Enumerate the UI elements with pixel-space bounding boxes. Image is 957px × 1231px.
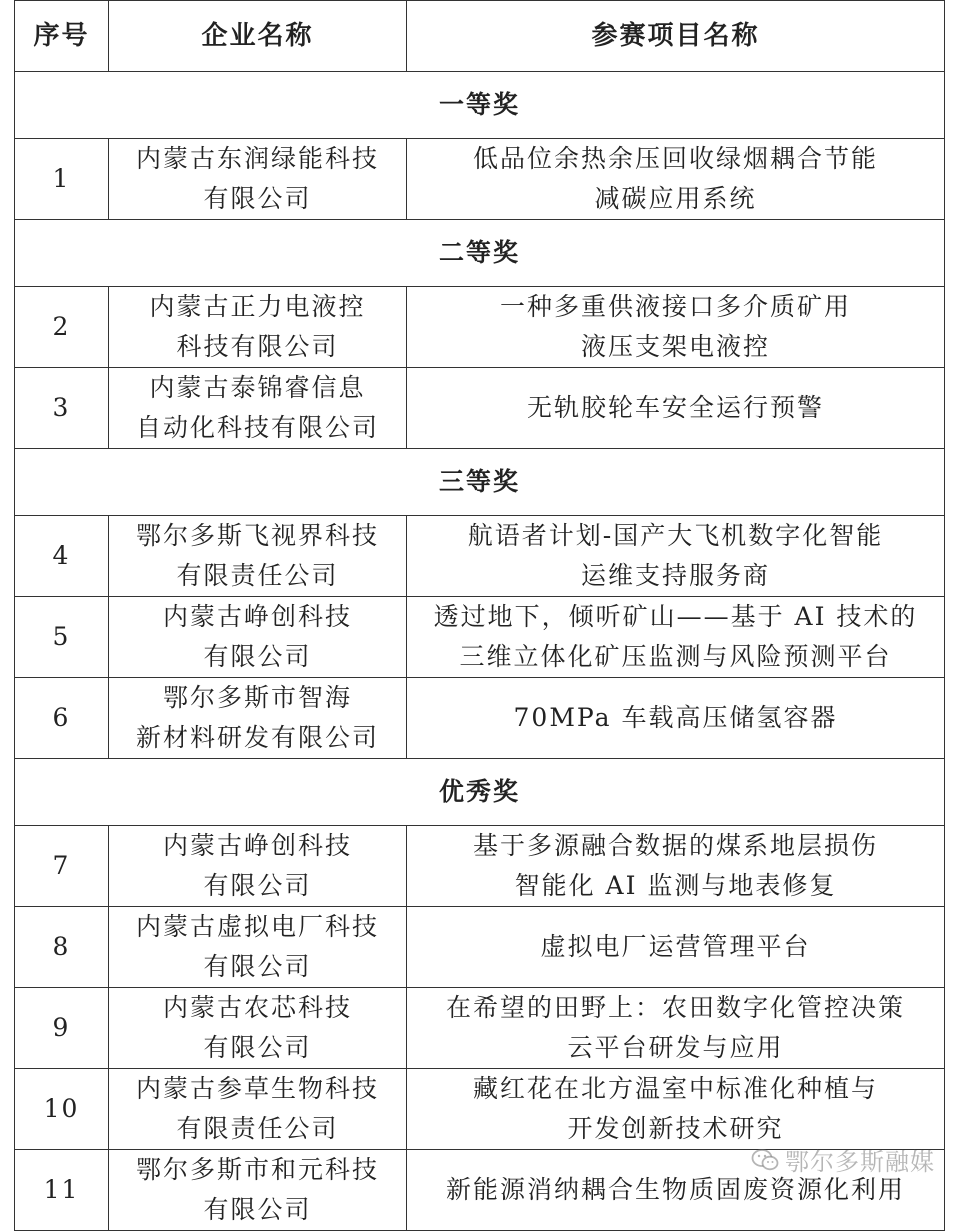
project-line: 透过地下，倾听矿山——基于 AI 技术的 — [433, 602, 918, 631]
row-company — [109, 1069, 407, 1150]
award-category-row — [15, 220, 945, 287]
table-row — [15, 597, 945, 678]
row-seq: 4 — [15, 516, 109, 597]
row-company — [109, 516, 407, 597]
table-row — [15, 1069, 945, 1150]
table-body — [15, 72, 945, 1231]
project-line: 开发创新技术研究 — [567, 1114, 784, 1143]
company-line: 内蒙古虚拟电厂科技 — [135, 912, 379, 941]
row-project — [407, 368, 945, 449]
company-line: 鄂尔多斯飞视界科技 — [135, 521, 379, 550]
row-seq: 6 — [15, 678, 109, 759]
table-row — [15, 516, 945, 597]
row-seq: 10 — [15, 1069, 109, 1150]
project-line: 一种多重供液接口多介质矿用 — [499, 292, 851, 321]
row-company — [109, 597, 407, 678]
company-line: 内蒙古东润绿能科技 — [135, 144, 379, 173]
project-line: 在希望的田野上：农田数字化管控决策 — [445, 993, 905, 1022]
row-seq: 5 — [15, 597, 109, 678]
award-category-title: 一等奖 — [15, 72, 945, 139]
row-company — [109, 1150, 407, 1231]
row-seq: 9 — [15, 988, 109, 1069]
row-company — [109, 139, 407, 220]
company-line: 内蒙古农芯科技 — [162, 993, 352, 1022]
row-seq: 2 — [15, 287, 109, 368]
project-line: 70MPa 车载高压储氢容器 — [513, 703, 838, 732]
company-line: 有限责任公司 — [176, 561, 339, 590]
header-row — [15, 1, 945, 72]
wechat-icon — [751, 1148, 779, 1172]
table-row — [15, 139, 945, 220]
award-category-row — [15, 449, 945, 516]
company-line: 内蒙古参草生物科技 — [135, 1074, 379, 1103]
award-category-title: 优秀奖 — [15, 759, 945, 826]
table-row — [15, 826, 945, 907]
company-line: 科技有限公司 — [176, 332, 339, 361]
project-line: 新能源消纳耦合生物质固废资源化利用 — [445, 1175, 905, 1204]
row-company — [109, 988, 407, 1069]
project-line: 低品位余热余压回收绿烟耦合节能 — [472, 144, 878, 173]
company-line: 有限公司 — [203, 184, 312, 213]
table-row — [15, 368, 945, 449]
company-line: 新材料研发有限公司 — [135, 723, 379, 752]
project-line: 液压支架电液控 — [580, 332, 770, 361]
company-line: 有限公司 — [203, 1195, 312, 1224]
row-company — [109, 287, 407, 368]
row-seq: 3 — [15, 368, 109, 449]
header-seq: 序号 — [15, 1, 109, 72]
company-line: 有限公司 — [203, 642, 312, 671]
table-row — [15, 287, 945, 368]
row-project — [407, 287, 945, 368]
company-line: 有限公司 — [203, 952, 312, 981]
project-line: 藏红花在北方温室中标准化种植与 — [472, 1074, 878, 1103]
row-project — [407, 826, 945, 907]
company-line: 有限公司 — [203, 1033, 312, 1062]
row-company — [109, 678, 407, 759]
row-company — [109, 368, 407, 449]
row-seq: 1 — [15, 139, 109, 220]
table-row — [15, 907, 945, 988]
project-line: 航语者计划-国产大飞机数字化智能 — [467, 521, 884, 550]
project-line: 三维立体化矿压监测与风险预测平台 — [459, 642, 892, 671]
award-category-title: 三等奖 — [15, 449, 945, 516]
company-line: 鄂尔多斯市和元科技 — [135, 1155, 379, 1184]
company-line: 有限公司 — [203, 871, 312, 900]
project-line: 基于多源融合数据的煤系地层损伤 — [472, 831, 878, 860]
table-row — [15, 678, 945, 759]
row-seq: 11 — [15, 1150, 109, 1231]
row-project — [407, 678, 945, 759]
row-project — [407, 907, 945, 988]
row-project — [407, 139, 945, 220]
header-company: 企业名称 — [109, 1, 407, 72]
row-project — [407, 516, 945, 597]
watermark-text: 鄂尔多斯融媒 — [785, 1148, 935, 1176]
watermark — [751, 1142, 935, 1177]
company-line: 内蒙古峥创科技 — [162, 602, 352, 631]
project-line: 智能化 AI 监测与地表修复 — [514, 871, 837, 900]
table-row — [15, 988, 945, 1069]
company-line: 内蒙古峥创科技 — [162, 831, 352, 860]
company-line: 内蒙古正力电液控 — [149, 292, 366, 321]
company-line: 自动化科技有限公司 — [135, 413, 379, 442]
row-project — [407, 597, 945, 678]
company-line: 鄂尔多斯市智海 — [162, 683, 352, 712]
row-project — [407, 1069, 945, 1150]
header-project: 参赛项目名称 — [407, 1, 945, 72]
row-company — [109, 826, 407, 907]
row-company — [109, 907, 407, 988]
company-line: 有限责任公司 — [176, 1114, 339, 1143]
award-category-title: 二等奖 — [15, 220, 945, 287]
project-line: 运维支持服务商 — [580, 561, 770, 590]
project-line: 虚拟电厂运营管理平台 — [540, 932, 811, 961]
award-category-row — [15, 759, 945, 826]
row-project — [407, 988, 945, 1069]
project-line: 减碳应用系统 — [594, 184, 757, 213]
row-seq: 7 — [15, 826, 109, 907]
award-category-row — [15, 72, 945, 139]
project-line: 无轨胶轮车安全运行预警 — [526, 393, 824, 422]
awards-table — [14, 0, 945, 1231]
company-line: 内蒙古泰锦睿信息 — [149, 373, 366, 402]
project-line: 云平台研发与应用 — [567, 1033, 784, 1062]
row-seq: 8 — [15, 907, 109, 988]
